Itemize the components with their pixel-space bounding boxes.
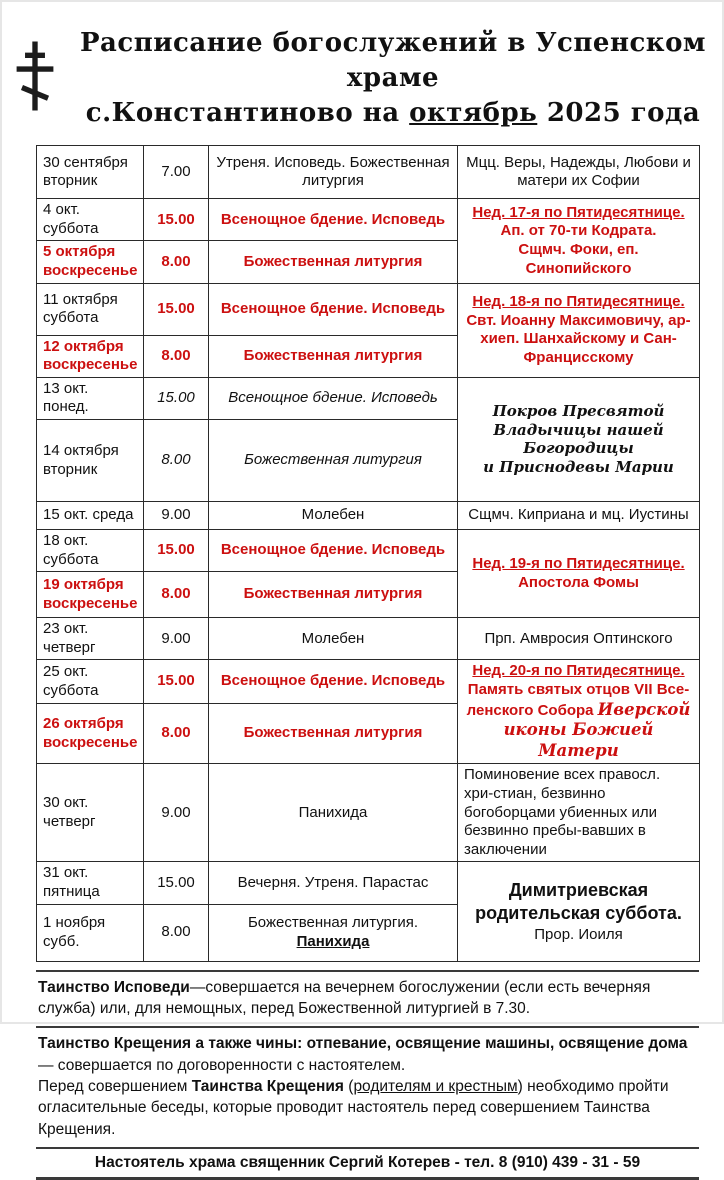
date-cell: 18 окт. суббота bbox=[37, 530, 144, 572]
feast-body: Апостола Фомы bbox=[518, 573, 639, 591]
orthodox-cross-icon bbox=[12, 39, 58, 118]
feast-lines: Димитриевская родительская суббота. bbox=[475, 879, 682, 924]
note-baptism bbox=[36, 1028, 699, 1147]
rector-contact: Настоятель храма священник Сергий Котерев - тел. 8 (910) 439 - 31 - 59 bbox=[94, 1154, 641, 1172]
feast-heading: Нед. 20-я по Пятидесятнице. bbox=[472, 662, 685, 680]
service-cell: Всенощное бдение. Исповедь bbox=[209, 530, 458, 572]
service-cell: Всенощное бдение. Исповедь bbox=[209, 377, 458, 419]
service-cell: Божественная литургия bbox=[209, 420, 458, 502]
schedule-row bbox=[37, 377, 700, 419]
schedule-row bbox=[37, 862, 700, 904]
schedule-row bbox=[37, 764, 700, 862]
service-cell: Панихида bbox=[209, 764, 458, 862]
feast-cell bbox=[458, 199, 700, 283]
time-cell: 9.00 bbox=[144, 618, 209, 660]
feast-body-decorative: Иверской иконы Божией Матери bbox=[503, 699, 691, 760]
page-title bbox=[74, 26, 712, 131]
date-cell: 12 октября воскресенье bbox=[37, 335, 144, 377]
feast-heading: Нед. 17-я по Пятидесятнице. bbox=[472, 203, 685, 221]
date-cell: 14 октября вторник bbox=[37, 420, 144, 502]
date-cell: 23 окт. четверг bbox=[37, 618, 144, 660]
title-month: октябрь bbox=[409, 98, 538, 129]
schedule-row bbox=[37, 146, 700, 199]
time-cell: 8.00 bbox=[144, 241, 209, 283]
schedule-row bbox=[37, 660, 700, 704]
feast-cell bbox=[458, 377, 700, 501]
feast-body: Память святых отцов VII Все-ленского Собора bbox=[466, 681, 690, 719]
service-cell: Всенощное бдение. Исповедь bbox=[209, 199, 458, 241]
feast-body: Свт. Иоанну Максимовичу, ар-хиеп. Шанхайскому и Сан-Францисскому bbox=[466, 311, 691, 366]
time-cell: 15.00 bbox=[144, 199, 209, 241]
service-cell: Утреня. Исповедь. Божественная литургия bbox=[209, 146, 458, 199]
time-cell: 7.00 bbox=[144, 146, 209, 199]
note-confession: Таинство Исповеди—совершается на вечернем богослужении (если есть вечерняя служба) или, для немощных, перед Божественной литургией в 7.30. bbox=[38, 978, 651, 1017]
service-underlined: Панихида bbox=[296, 932, 370, 950]
feast-heading: Нед. 19-я по Пятидесятнице. bbox=[472, 555, 685, 573]
feast-lines: Ап. от 70-ти Кодрата. Сщмч. Фоки, еп. Синопийского bbox=[500, 222, 657, 277]
feast-heading: Нед. 18-я по Пятидесятнице. bbox=[472, 293, 685, 311]
feast-cell bbox=[458, 283, 700, 377]
feast-cell: Мцц. Веры, Надежды, Любови и матери их Софии bbox=[458, 146, 700, 199]
feast-cell bbox=[458, 862, 700, 961]
time-cell: 8.00 bbox=[144, 572, 209, 618]
service-cell: Молебен bbox=[209, 502, 458, 530]
feast-cell bbox=[458, 530, 700, 618]
date-cell: 19 октября воскресенье bbox=[37, 572, 144, 618]
time-cell: 8.00 bbox=[144, 420, 209, 502]
service-cell: Всенощное бдение. Исповедь bbox=[209, 283, 458, 335]
service-cell: Божественная литургия bbox=[209, 572, 458, 618]
feast-small: Прор. Иоиля bbox=[534, 925, 623, 943]
date-cell: 11 октября суббота bbox=[37, 283, 144, 335]
feast-cell: Поминовение всех правосл. хри-стиан, безвинно богоборцами убиенных или безвинно пребы-вавших в заключении bbox=[458, 764, 700, 862]
feast-cell bbox=[458, 660, 700, 764]
time-cell: 15.00 bbox=[144, 283, 209, 335]
schedule-row bbox=[37, 618, 700, 660]
date-cell: 5 октября воскресенье bbox=[37, 241, 144, 283]
date-cell: 30 окт. четверг bbox=[37, 764, 144, 862]
service-cell: Молебен bbox=[209, 618, 458, 660]
service-cell: Вечерня. Утреня. Парастас bbox=[209, 862, 458, 904]
note-baptism-underlined: родителям и крестным bbox=[353, 1078, 518, 1096]
schedule-table-wrap bbox=[0, 137, 724, 961]
note-baptism-p2-bold: Таинства Крещения bbox=[191, 1078, 344, 1096]
time-cell: 9.00 bbox=[144, 764, 209, 862]
date-cell: 13 окт. понед. bbox=[37, 377, 144, 419]
note-baptism-p1-title: Таинство Крещения а также чины: отпевание, освящение машины, освящение дома bbox=[38, 1035, 688, 1053]
service-cell: Всенощное бдение. Исповедь bbox=[209, 660, 458, 704]
date-cell: 25 окт. суббота bbox=[37, 660, 144, 704]
schedule-row bbox=[37, 283, 700, 335]
schedule-table bbox=[36, 145, 700, 961]
date-cell: 26 октября воскресенье bbox=[37, 704, 144, 764]
header bbox=[0, 0, 724, 137]
service-cell: Божественная литургия bbox=[209, 704, 458, 764]
time-cell: 15.00 bbox=[144, 660, 209, 704]
feast-cell: Прп. Амвросия Оптинского bbox=[458, 618, 700, 660]
date-cell: 4 окт. суббота bbox=[37, 199, 144, 241]
feast-lines: Покров Пресвятой Владычицы нашей Богородицы и Приснодевы Марии bbox=[483, 402, 674, 477]
title-line1: Расписание богослужений в Успенском храме bbox=[79, 28, 707, 94]
time-cell: 9.00 bbox=[144, 502, 209, 530]
time-cell: 8.00 bbox=[144, 704, 209, 764]
note-confession-title: Таинство Исповеди bbox=[38, 978, 190, 996]
date-cell: 31 окт. пятница bbox=[37, 862, 144, 904]
service-cell: Божественная литургия. Панихида bbox=[209, 904, 458, 961]
date-cell: 30 сентября вторник bbox=[37, 146, 144, 199]
title-line2: с.Константиново на октябрь 2025 года bbox=[85, 98, 701, 129]
date-cell: 15 окт. среда bbox=[37, 502, 144, 530]
schedule-row bbox=[37, 502, 700, 530]
time-cell: 15.00 bbox=[144, 862, 209, 904]
time-cell: 15.00 bbox=[144, 530, 209, 572]
service-cell: Божественная литургия bbox=[209, 241, 458, 283]
note-baptism-p2: Перед совершением Таинства Крещения (родителям и крестным) необходимо пройти огласительные беседы, которые проводит настоятель перед совершением Таинства Крещения. bbox=[38, 1078, 669, 1138]
time-cell: 8.00 bbox=[144, 335, 209, 377]
schedule-row bbox=[37, 199, 700, 241]
schedule-row bbox=[37, 530, 700, 572]
service-cell: Божественная литургия bbox=[209, 335, 458, 377]
feast-cell: Сщмч. Киприана и мц. Иустины bbox=[458, 502, 700, 530]
notes-section bbox=[36, 970, 699, 1180]
time-cell: 8.00 bbox=[144, 904, 209, 961]
note-baptism-p1: Таинство Крещения а также чины: отпевание, освящение машины, освящение дома — совершается по договоренности с настоятелем. bbox=[38, 1035, 688, 1074]
date-cell: 1 ноября субб. bbox=[37, 904, 144, 961]
time-cell: 15.00 bbox=[144, 377, 209, 419]
